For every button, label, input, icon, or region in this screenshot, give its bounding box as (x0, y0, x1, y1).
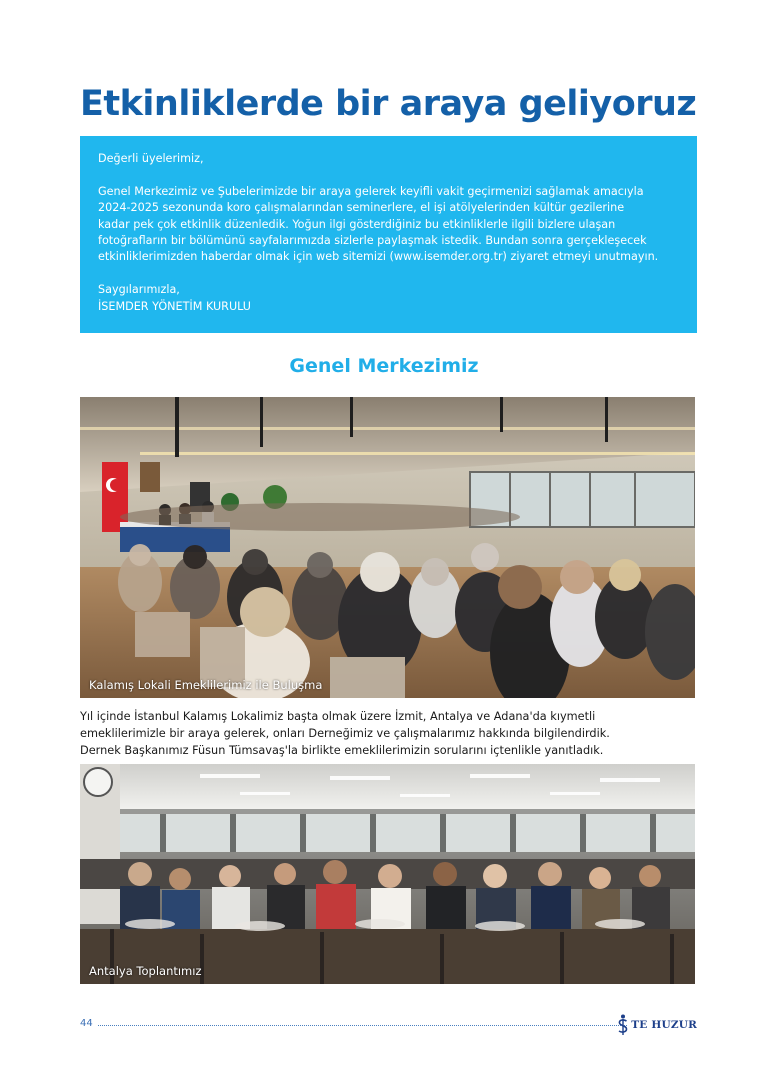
meeting-photo-image (80, 397, 695, 698)
brand-logo (617, 1014, 697, 1036)
intro-closing: Saygılarımızla, (98, 283, 180, 297)
section-title: Genel Merkezimiz (289, 355, 479, 377)
body-line: Dernek Başkanımız Füsun Tümsavaş'la birlikte emeklilerimizin sorularını içtenlikle yanıtladık. (80, 744, 604, 757)
page-footer (80, 1016, 697, 1036)
page-title: Etkinliklerde bir araya geliyoruz (80, 84, 697, 124)
intro-signature: İSEMDER YÖNETİM KURULU (98, 299, 251, 313)
logo-text: TE HUZUR (631, 1019, 697, 1031)
photo-caption: Antalya Toplantımız (89, 964, 202, 978)
body-line: emeklilerimizle bir araya gelerek, onları Derneğimiz ve çalışmalarımız hakkında bilgilendirdik. (80, 727, 610, 740)
antalya-photo-image (80, 764, 695, 984)
intro-line: fotoğrafların bir bölümünü sayfalarımızda sizlerle paylaşmak istedik. Bundan sonra gerçekleşecek (98, 234, 647, 248)
meeting-photo-antalya (80, 764, 695, 984)
page-number: 44 (80, 1018, 93, 1029)
footer-divider (98, 1025, 627, 1026)
body-paragraph (80, 708, 700, 759)
intro-line: kadar pek çok etkinlik düzenledik. Yoğun ilgi gösterdiğiniz bu etkinliklerle ilgili bizlere ulaşan (98, 217, 616, 231)
intro-paragraph (98, 184, 679, 266)
intro-line: 2024-2025 sezonunda koro çalışmalarından seminerlere, el işi atölyelerinden kültür gezilerine (98, 201, 625, 215)
photo-caption: Kalamış Lokali Emeklilerimiz ile Buluşma (89, 678, 323, 692)
intro-line: Genel Merkezimiz ve Şubelerimizde bir araya gelerek keyifli vakit geçirmenizi sağlamak amacıyla (98, 184, 644, 198)
logo-mark-icon (617, 1014, 629, 1036)
body-line: Yıl içinde İstanbul Kalamış Lokalimiz başta olmak üzere İzmit, Antalya ve Adana'da kıymetli (80, 710, 596, 723)
intro-box (80, 136, 697, 333)
intro-line: etkinliklerimizden haberdar olmak için web sitemizi (www.isemder.org.tr) ziyaret etmeyi unutmayın. (98, 250, 659, 264)
meeting-photo-kalamis (80, 397, 695, 698)
intro-greeting: Değerli üyelerimiz, (98, 152, 204, 165)
